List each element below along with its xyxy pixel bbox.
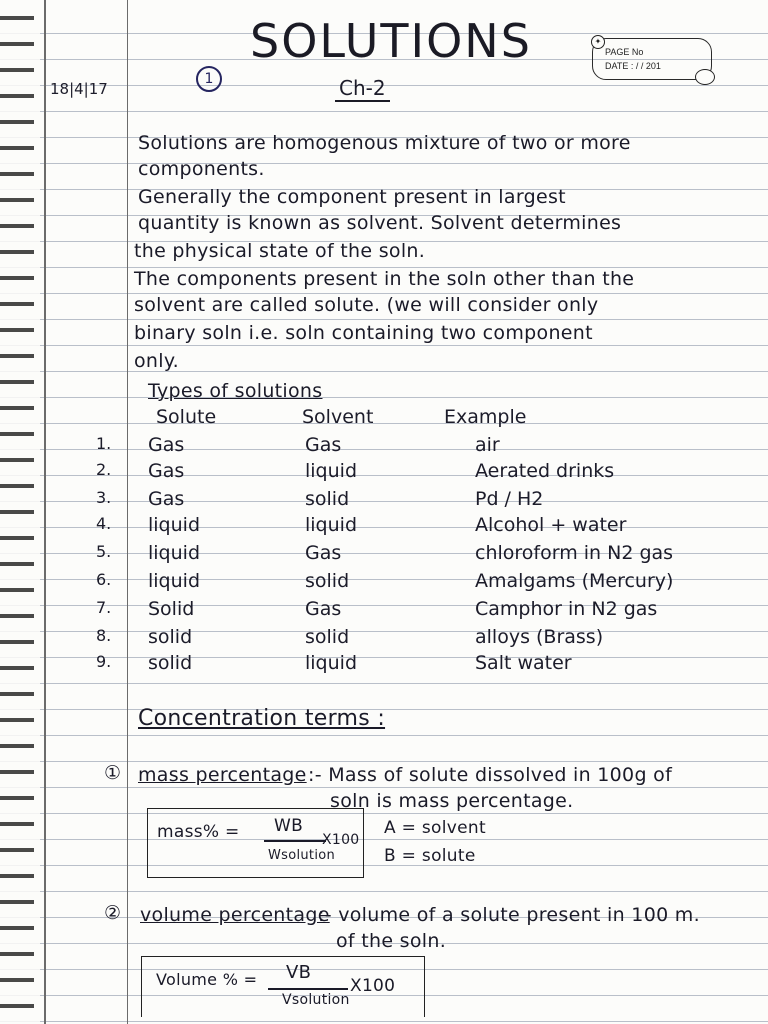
volume-definition-2: of the soln. (336, 930, 447, 952)
table-row (0, 626, 768, 652)
mass-formula-lhs: mass% = (157, 822, 240, 842)
row-example: Alcohol + water (475, 514, 627, 536)
row-solvent: Gas (305, 598, 342, 620)
volume-definition-1: :- volume of a solute present in 100 m. (318, 904, 700, 926)
row-example: chloroform in N2 gas (475, 542, 674, 564)
mass-note-b: B = solute (384, 846, 476, 866)
date-label: DATE : / / 201 (605, 61, 661, 71)
table-row (0, 488, 768, 514)
star-logo-icon: ✦ (591, 35, 605, 49)
intro-line-9: only. (134, 350, 180, 372)
chapter-label: Ch-2 (335, 76, 390, 102)
mass-percentage-term: mass percentage (138, 764, 307, 786)
row-example: Aerated drinks (475, 460, 615, 482)
curl-decoration-icon (695, 69, 715, 85)
row-solute: Gas (148, 488, 185, 510)
row-solvent: Gas (305, 542, 342, 564)
mass-marker: ① (104, 762, 122, 784)
mass-fraction-bar (264, 840, 326, 842)
row-example: air (475, 434, 500, 456)
row-solute: liquid (148, 570, 200, 592)
row-number: 1. (96, 434, 112, 453)
row-solute: Gas (148, 434, 185, 456)
volume-formula-multiplier: X100 (350, 976, 396, 996)
table-row (0, 514, 768, 540)
date-box (592, 38, 712, 80)
row-solute: Solid (148, 598, 195, 620)
row-solvent: liquid (305, 652, 357, 674)
row-solvent: solid (305, 570, 350, 592)
concentration-heading: Concentration terms : (138, 706, 386, 731)
mass-formula-numerator: WB (274, 816, 304, 836)
col-header-example: Example (444, 406, 527, 428)
row-number: 6. (96, 570, 112, 589)
mass-formula-denominator: Wsolution (268, 848, 336, 863)
row-solvent: liquid (305, 460, 357, 482)
page-title: SOLUTIONS (250, 14, 532, 68)
volume-percentage-term: volume percentage (140, 904, 330, 926)
row-example: Amalgams (Mercury) (475, 570, 674, 592)
intro-line-8: binary soln i.e. soln containing two component (134, 322, 593, 344)
volume-fraction-bar (268, 988, 348, 990)
page-no-label: PAGE No (605, 47, 644, 57)
row-example: Salt water (475, 652, 572, 674)
volume-marker: ② (104, 902, 122, 924)
table-row (0, 598, 768, 624)
row-example: Camphor in N2 gas (475, 598, 658, 620)
volume-formula-lhs: Volume % = (156, 970, 258, 989)
mass-definition-2: soln is mass percentage. (330, 790, 574, 812)
mass-definition-1: :- Mass of solute dissolved in 100g of (308, 764, 673, 786)
row-example: Pd / H2 (475, 488, 544, 510)
row-number: 9. (96, 652, 112, 671)
intro-line-7: solvent are called solute. (we will consider only (134, 294, 599, 316)
row-solute: liquid (148, 542, 200, 564)
intro-line-6: The components present in the soln other than the (134, 268, 635, 290)
row-solvent: liquid (305, 514, 357, 536)
row-number: 3. (96, 488, 112, 507)
handwritten-date: 18|4|17 (50, 80, 108, 98)
row-solute: Gas (148, 460, 185, 482)
row-solvent: solid (305, 626, 350, 648)
intro-line-2: components. (138, 158, 265, 180)
volume-formula-denominator: Vsolution (282, 992, 350, 1008)
row-solute: solid (148, 626, 193, 648)
row-number: 5. (96, 542, 112, 561)
mass-note-a: A = solvent (384, 818, 486, 838)
table-row (0, 542, 768, 568)
intro-line-3: Generally the component present in largest (138, 186, 566, 208)
row-number: 8. (96, 626, 112, 645)
table-row (0, 570, 768, 596)
row-number: 4. (96, 514, 112, 533)
volume-formula-numerator: VB (286, 962, 312, 983)
types-heading: Types of solutions (148, 380, 323, 402)
col-header-solute: Solute (156, 406, 217, 428)
row-solute: liquid (148, 514, 200, 536)
page-number-circle: 1 (196, 66, 222, 92)
table-row (0, 434, 768, 460)
intro-line-4: quantity is known as solvent. Solvent determines (138, 212, 622, 234)
table-row (0, 460, 768, 486)
col-header-solvent: Solvent (302, 406, 374, 428)
row-solvent: solid (305, 488, 350, 510)
intro-line-5: the physical state of the soln. (134, 240, 426, 262)
table-row (0, 652, 768, 678)
row-solute: solid (148, 652, 193, 674)
row-number: 2. (96, 460, 112, 479)
intro-line-1: Solutions are homogenous mixture of two or more (138, 132, 631, 154)
mass-formula-multiplier: X100 (322, 832, 360, 848)
row-solvent: Gas (305, 434, 342, 456)
row-example: alloys (Brass) (475, 626, 604, 648)
row-number: 7. (96, 598, 112, 617)
